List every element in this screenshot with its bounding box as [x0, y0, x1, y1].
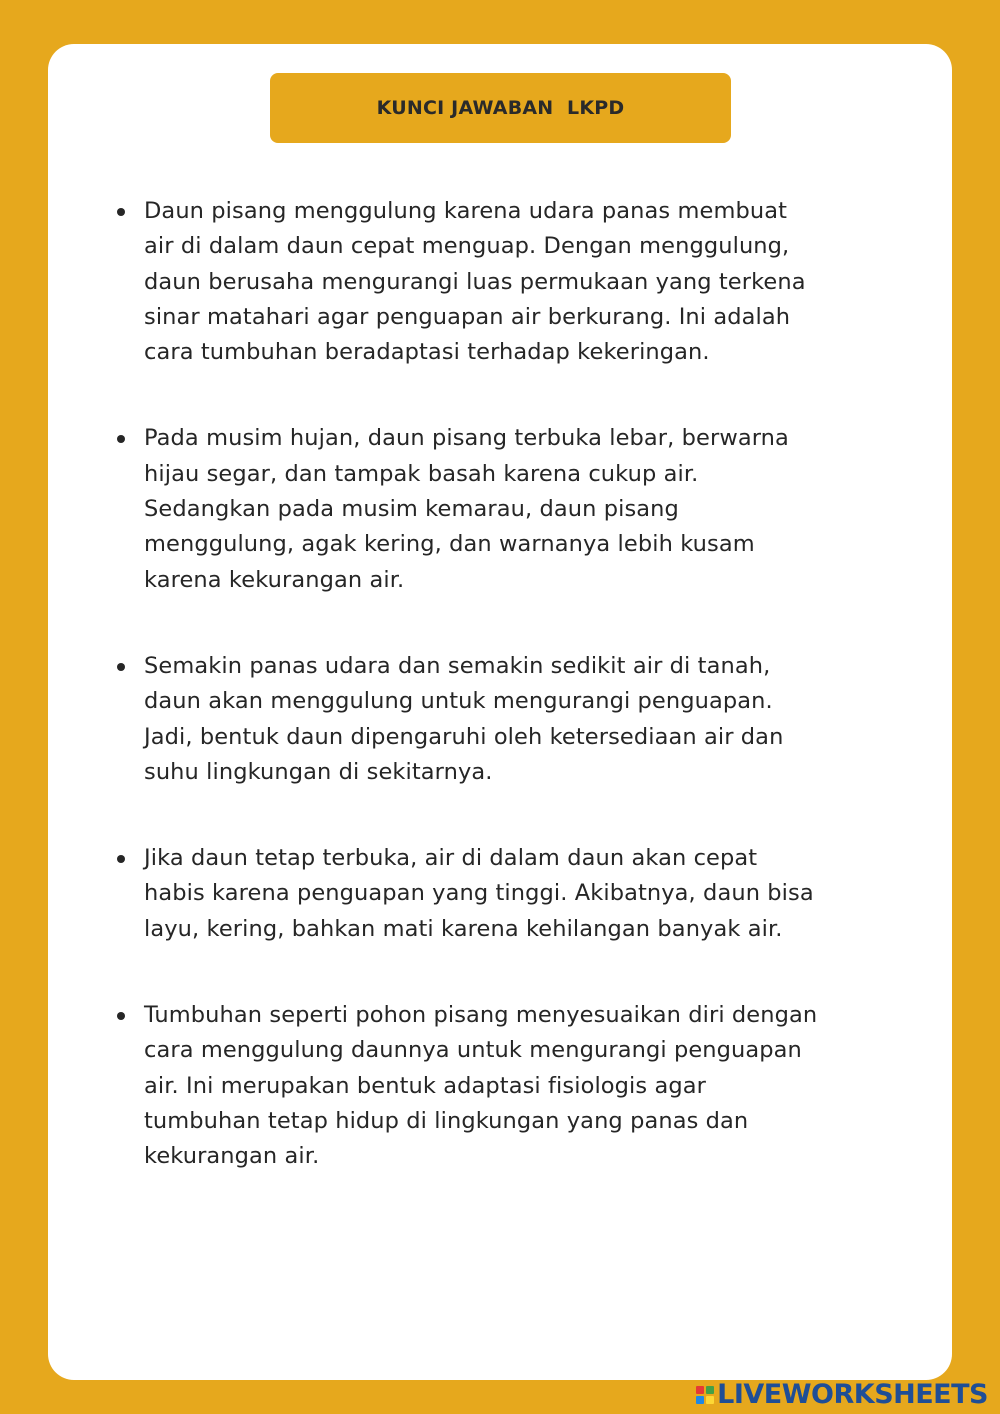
liveworksheets-logo-icon: [696, 1386, 714, 1404]
logo-square-yellow: [706, 1396, 714, 1404]
logo-square-green: [706, 1386, 714, 1394]
worksheet-card: [48, 44, 952, 1380]
page-title: KUNCI JAWABAN LKPD: [376, 97, 625, 119]
answer-line: Jika daun tetap terbuka, air di dalam daun akan cepat: [144, 845, 758, 872]
bullet-icon: [117, 208, 125, 216]
logo-square-red: [696, 1386, 704, 1394]
answer-line: Sedangkan pada musim kemarau, daun pisang: [144, 496, 679, 523]
answer-item-4: [112, 841, 902, 947]
bullet-icon: [117, 435, 125, 443]
answer-line: habis karena penguapan yang tinggi. Akibatnya, daun bisa: [144, 880, 814, 907]
bullet-icon: [117, 1012, 125, 1020]
bullet-icon: [117, 855, 125, 863]
answer-line: Tumbuhan seperti pohon pisang menyesuaikan diri dengan: [144, 1002, 818, 1029]
answer-item-1: [112, 194, 902, 370]
answer-line: layu, kering, bahkan mati karena kehilangan banyak air.: [144, 915, 783, 942]
answer-line: air di dalam daun cepat menguap. Dengan menggulung,: [144, 233, 790, 260]
title-banner: [270, 73, 731, 143]
answer-item-5: [112, 998, 902, 1174]
answer-line: Semakin panas udara dan semakin sedikit air di tanah,: [144, 652, 771, 679]
answer-item-3: [112, 649, 902, 790]
answer-line: hijau segar, dan tampak basah karena cukup air.: [144, 460, 699, 487]
answer-list: [112, 194, 902, 1175]
answer-line: karena kekurangan air.: [144, 566, 405, 593]
answer-line: suhu lingkungan di sekitarnya.: [144, 758, 493, 785]
answer-line: kekurangan air.: [144, 1143, 320, 1170]
answer-line: Pada musim hujan, daun pisang terbuka lebar, berwarna: [144, 425, 789, 452]
answer-line: cara menggulung daunnya untuk mengurangi penguapan: [144, 1037, 802, 1064]
answer-item-2: [112, 421, 902, 597]
answer-line: Jadi, bentuk daun dipengaruhi oleh ketersediaan air dan: [144, 723, 784, 750]
bullet-icon: [117, 663, 125, 671]
liveworksheets-watermark[interactable]: [696, 1379, 988, 1410]
answer-line: menggulung, agak kering, dan warnanya lebih kusam: [144, 531, 755, 558]
answer-line: daun akan menggulung untuk mengurangi penguapan.: [144, 688, 773, 715]
answer-line: Daun pisang menggulung karena udara panas membuat: [144, 198, 788, 224]
answer-line: cara tumbuhan beradaptasi terhadap kekeringan.: [144, 339, 710, 366]
answer-line: tumbuhan tetap hidup di lingkungan yang panas dan: [144, 1107, 749, 1134]
watermark-text: LIVEWORKSHEETS: [717, 1379, 988, 1410]
answer-line: air. Ini merupakan bentuk adaptasi fisiologis agar: [144, 1072, 706, 1099]
answer-line: daun berusaha mengurangi luas permukaan yang terkena: [144, 268, 806, 295]
logo-square-blue: [696, 1396, 704, 1404]
answer-line: sinar matahari agar penguapan air berkurang. Ini adalah: [144, 303, 791, 330]
